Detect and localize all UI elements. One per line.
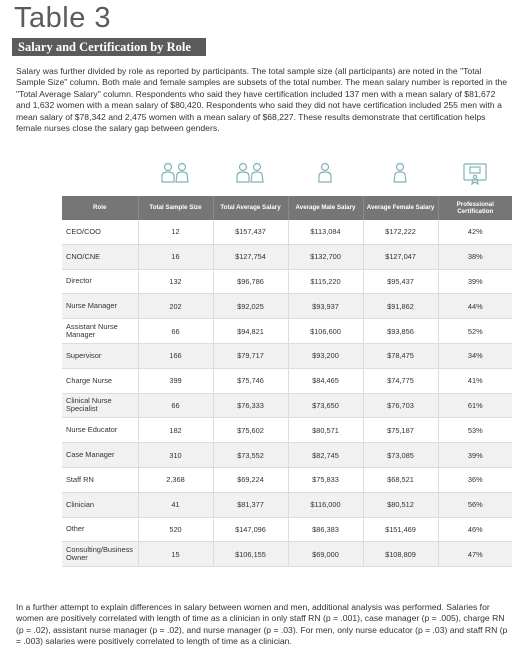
table-row (62, 269, 512, 294)
certification-cell: 56% (438, 492, 512, 517)
certification-cell: 42% (438, 220, 512, 244)
role-cell: Staff RN (62, 467, 138, 492)
female-salary-cell: $75,187 (363, 418, 438, 443)
table-row (62, 443, 512, 468)
person-male-icon (287, 162, 362, 192)
sample-size-cell: 132 (138, 269, 213, 294)
role-cell: Other (62, 517, 138, 542)
role-cell: Assistant Nurse Manager (62, 319, 138, 344)
male-salary-cell: $93,200 (288, 343, 363, 368)
role-cell: CEO/COO (62, 220, 138, 244)
female-salary-cell: $151,469 (363, 517, 438, 542)
sample-size-cell: 41 (138, 492, 213, 517)
header-total-sample-size: Total Sample Size (138, 196, 213, 220)
certificate-icon (437, 162, 512, 192)
female-salary-cell: $78,475 (363, 343, 438, 368)
table-row (62, 244, 512, 269)
total-average-salary-cell: $94,821 (213, 319, 288, 344)
male-salary-cell: $106,600 (288, 319, 363, 344)
female-salary-cell: $80,512 (363, 492, 438, 517)
male-salary-cell: $115,220 (288, 269, 363, 294)
certification-cell: 39% (438, 443, 512, 468)
column-icons (62, 162, 512, 192)
table-header-row (62, 196, 512, 220)
people-pair-icon (137, 162, 212, 192)
female-salary-cell: $68,521 (363, 467, 438, 492)
total-average-salary-cell: $147,096 (213, 517, 288, 542)
table-row (62, 393, 512, 418)
female-salary-cell: $74,775 (363, 368, 438, 393)
female-salary-cell: $108,809 (363, 542, 438, 567)
total-average-salary-cell: $81,377 (213, 492, 288, 517)
male-salary-cell: $86,383 (288, 517, 363, 542)
role-cell: CNO/CNE (62, 244, 138, 269)
sample-size-cell: 12 (138, 220, 213, 244)
female-salary-cell: $172,222 (363, 220, 438, 244)
table-row (62, 220, 512, 244)
male-salary-cell: $73,650 (288, 393, 363, 418)
certification-cell: 53% (438, 418, 512, 443)
male-salary-cell: $75,833 (288, 467, 363, 492)
role-cell: Clinician (62, 492, 138, 517)
page-title: Table 3 (14, 2, 112, 34)
certification-cell: 38% (438, 244, 512, 269)
female-salary-cell: $73,085 (363, 443, 438, 468)
male-salary-cell: $84,465 (288, 368, 363, 393)
salary-table (62, 196, 512, 567)
total-average-salary-cell: $75,746 (213, 368, 288, 393)
female-salary-cell: $91,862 (363, 294, 438, 319)
certification-cell: 39% (438, 269, 512, 294)
sample-size-cell: 66 (138, 319, 213, 344)
header-average-male-salary: Average Male Salary (288, 196, 363, 220)
table-row (62, 368, 512, 393)
sample-size-cell: 202 (138, 294, 213, 319)
certification-cell: 52% (438, 319, 512, 344)
sample-size-cell: 182 (138, 418, 213, 443)
total-average-salary-cell: $79,717 (213, 343, 288, 368)
total-average-salary-cell: $75,602 (213, 418, 288, 443)
male-salary-cell: $93,937 (288, 294, 363, 319)
role-cell: Consulting/Business Owner (62, 542, 138, 567)
sample-size-cell: 310 (138, 443, 213, 468)
certification-cell: 34% (438, 343, 512, 368)
certification-cell: 41% (438, 368, 512, 393)
male-salary-cell: $113,084 (288, 220, 363, 244)
person-female-icon (362, 162, 437, 192)
header-role: Role (62, 196, 138, 220)
certification-cell: 44% (438, 294, 512, 319)
total-average-salary-cell: $127,754 (213, 244, 288, 269)
table-row (62, 492, 512, 517)
certification-cell: 46% (438, 517, 512, 542)
total-average-salary-cell: $69,224 (213, 467, 288, 492)
table-row (62, 467, 512, 492)
role-cell: Director (62, 269, 138, 294)
header-professional-certification: Professional Certification (438, 196, 512, 220)
female-salary-cell: $95,437 (363, 269, 438, 294)
intro-paragraph: Salary was further divided by role as reported by participants. The total sample size (all participants) are noted in the "Total Sample Size" column. Both male and female samples are subsets of the total number. The mean salary number is reported in the "Total Average Salary" column. Respondents who said they have certification included 137 men with a mean salary of $81,672 and 1,632 women with a mean salary of $80,420. Respondents who said they did not have certification included 255 men with a mean salary of $78,342 and 2,475 women with a mean salary of $68,227. These results demonstrate that certification helps female nurses close the salary gap between genders. (16, 66, 508, 134)
table-row (62, 343, 512, 368)
total-average-salary-cell: $96,786 (213, 269, 288, 294)
table-row (62, 294, 512, 319)
total-average-salary-cell: $106,155 (213, 542, 288, 567)
section-banner: Salary and Certification by Role (12, 38, 206, 56)
sample-size-cell: 15 (138, 542, 213, 567)
role-cell: Nurse Manager (62, 294, 138, 319)
female-salary-cell: $76,703 (363, 393, 438, 418)
table-row (62, 542, 512, 567)
sample-size-cell: 520 (138, 517, 213, 542)
sample-size-cell: 66 (138, 393, 213, 418)
certification-cell: 61% (438, 393, 512, 418)
total-average-salary-cell: $92,025 (213, 294, 288, 319)
role-cell: Clinical Nurse Specialist (62, 393, 138, 418)
certification-cell: 36% (438, 467, 512, 492)
male-salary-cell: $82,745 (288, 443, 363, 468)
total-average-salary-cell: $157,437 (213, 220, 288, 244)
sample-size-cell: 16 (138, 244, 213, 269)
table-row (62, 319, 512, 344)
role-cell: Case Manager (62, 443, 138, 468)
table-row (62, 418, 512, 443)
header-average-female-salary: Average Female Salary (363, 196, 438, 220)
outro-paragraph: In a further attempt to explain differences in salary between women and men, additional analysis was performed. Salaries for women are positively correlated with length of time as a clinician in only staff RN (p = .001), case manager (p = .005), charge RN (p = .02), assistant nurse manager (p = .02), and nurse manager (p = .03). For men, only nurse educator (p = .03) and staff RN (p = .003) salaries were positively correlated to length of time as a clinician. (16, 602, 508, 647)
people-pair-icon (212, 162, 287, 192)
male-salary-cell: $69,000 (288, 542, 363, 567)
role-cell: Charge Nurse (62, 368, 138, 393)
female-salary-cell: $93,856 (363, 319, 438, 344)
sample-size-cell: 399 (138, 368, 213, 393)
role-cell: Supervisor (62, 343, 138, 368)
female-salary-cell: $127,047 (363, 244, 438, 269)
male-salary-cell: $116,000 (288, 492, 363, 517)
header-total-average-salary: Total Average Salary (213, 196, 288, 220)
male-salary-cell: $132,700 (288, 244, 363, 269)
table-row (62, 517, 512, 542)
certification-cell: 47% (438, 542, 512, 567)
male-salary-cell: $80,571 (288, 418, 363, 443)
role-cell: Nurse Educator (62, 418, 138, 443)
sample-size-cell: 166 (138, 343, 213, 368)
total-average-salary-cell: $73,552 (213, 443, 288, 468)
sample-size-cell: 2,368 (138, 467, 213, 492)
total-average-salary-cell: $76,333 (213, 393, 288, 418)
